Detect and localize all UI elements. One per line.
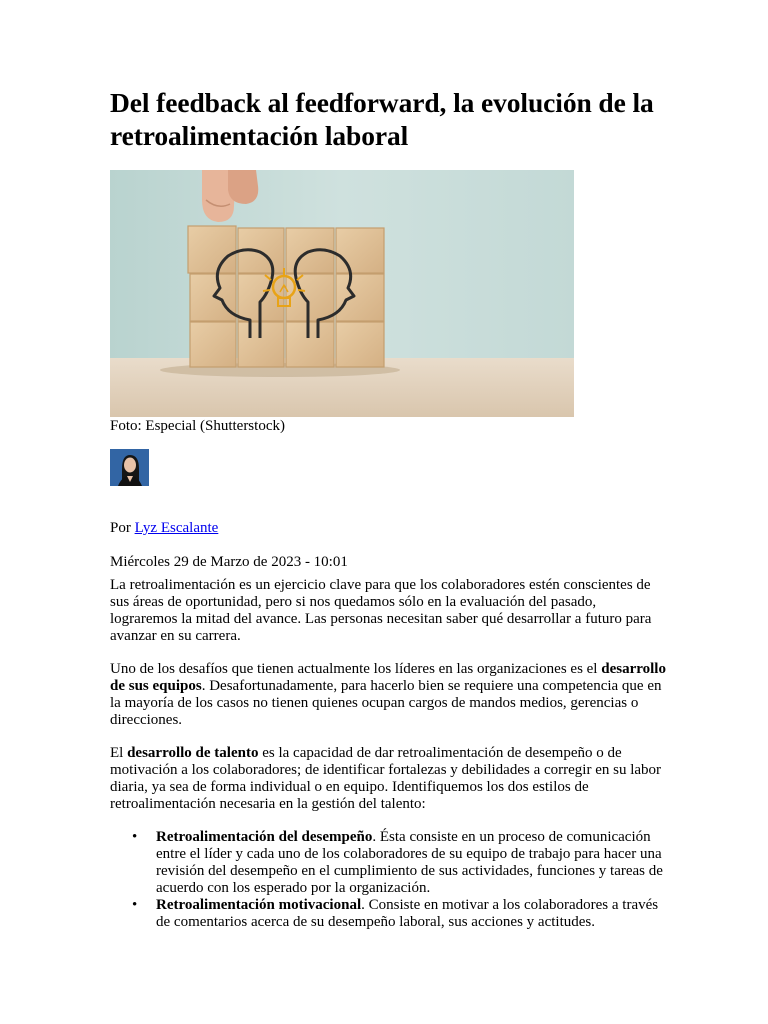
list-item-text: . Consiste en motivar a los colaboradores a través de comentarios acerca de su desempeño laboral, sus acciones y actitudes.: [156, 897, 659, 930]
photo-caption: Foto: Especial (Shutterstock): [110, 418, 285, 434]
paragraph-3: [110, 745, 666, 813]
paragraph-2: [110, 661, 666, 729]
paragraph-2-text: Uno de los desafíos que tienen actualmente los líderes en las organizaciones es el: [110, 661, 602, 677]
bullet-icon: •: [132, 897, 138, 913]
paragraph-2-bold: desarrollo de sus equipos: [110, 661, 666, 694]
paragraph-1: La retroalimentación es un ejercicio clave para que los colaboradores estén conscientes de sus áreas de oportunidad, pero si nos quedamos sólo en la evaluación del pasado, lograremos la mitad del avance. Las personas necesitan saber qué desarrollar a futuro para avanzar en su carrera.: [110, 577, 652, 644]
article-body: [110, 577, 666, 931]
paragraph-2-text-end: . Desafortunadamente, para hacerlo bien se requiere una competencia que en la mayoría de los casos no tienen quienes ocupan cargos de mandos medios, gerencias o direcciones.: [110, 678, 662, 728]
list-item-bold: Retroalimentación del desempeño: [156, 829, 373, 845]
author-link[interactable]: Lyz Escalante: [134, 520, 219, 536]
list-item-text: . Ésta consiste en un proceso de comunicación entre el líder y cada uno de los colaboradores de su equipo de trabajo para hacer una revisión del desempeño en el cumplimiento de sus actividades, funciones y tareas de acuerdo con los esperado por la organización.: [156, 829, 663, 896]
feedback-styles-list: [110, 829, 666, 931]
bullet-icon: •: [132, 829, 138, 845]
byline: [110, 519, 218, 537]
list-item: [132, 829, 666, 897]
author-photo: [110, 449, 149, 486]
byline-prefix: Por: [110, 520, 135, 536]
list-item-bold: Retroalimentación motivacional: [156, 897, 362, 913]
list-item: [132, 897, 666, 931]
hero-image: [110, 170, 574, 417]
article-title: Del feedback al feedforward, la evolución de la retroalimentación laboral: [110, 87, 654, 151]
paragraph-3-text-end: es la capacidad de dar retroalimentación de desempeño o de motivación a los colaboradores; de identificar fortalezas y debilidades a corregir en su labor diaria, ya sea de forma individual o en equipo. Identifiquemos los dos estilos de retroalimentación necesaria en la gestión del talento:: [110, 745, 662, 812]
paragraph-3-bold: desarrollo de talento: [127, 745, 259, 761]
paragraph-3-text: El: [110, 745, 128, 761]
publish-date: Miércoles 29 de Marzo de 2023 - 10:01: [110, 554, 348, 570]
